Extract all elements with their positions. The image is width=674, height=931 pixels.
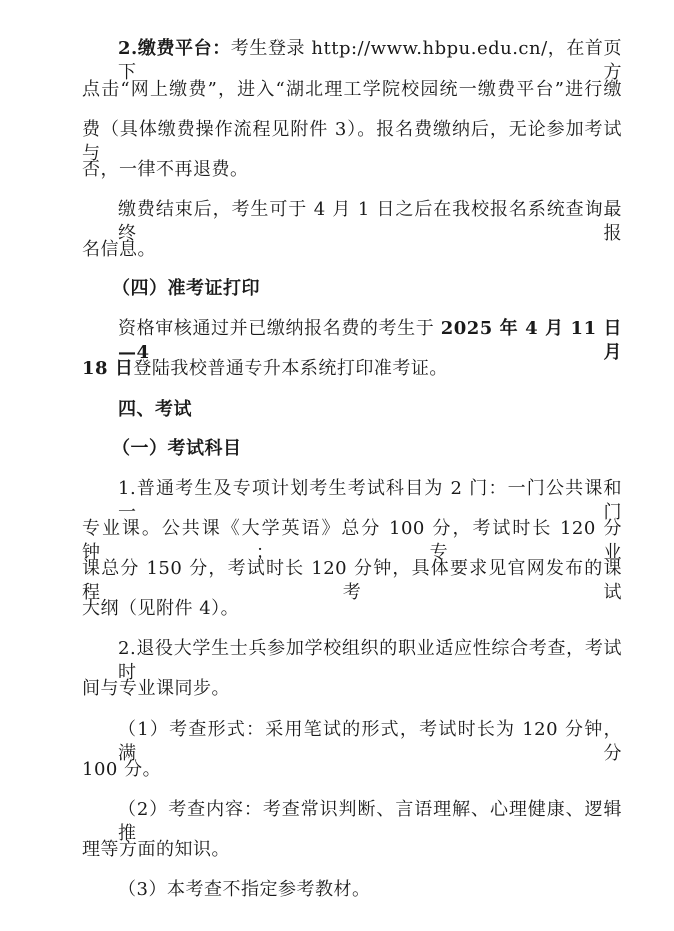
paragraph-subjects-line-3: 课总分 150 分，考试时长 120 分钟，具体要求见官网发布的课程考试 — [82, 558, 622, 603]
paragraph-subjects-line-4: 大纲（见附件 4）。 — [82, 598, 240, 619]
paragraph-payment-platform-line-3: 费（具体缴费操作流程见附件 3）。报名费缴纳后，无论参加考试与 — [82, 119, 622, 164]
payment-platform-label: 2.缴费平台： — [118, 38, 231, 59]
paragraph-exam-form-line-1: （1）考查形式：采用笔试的形式，考试时长为 120 分钟，满分 — [118, 719, 622, 764]
paragraph-payment-platform-line-2: 点击“网上缴费”，进入“湖北理工学院校园统一缴费平台”进行缴 — [82, 79, 622, 100]
paragraph-ticket-print-line-2 — [82, 357, 622, 381]
paragraph-payment-platform-line-4: 否，一律不再退费。 — [82, 159, 249, 180]
paragraph-exam-content-line-2: 理等方面的知识。 — [82, 839, 230, 860]
ticket-print-date-range: 2025 年 4 月 11 日—4 月 — [118, 318, 622, 363]
paragraph-no-textbook: （3）本考查不指定参考教材。 — [118, 879, 371, 900]
ticket-print-end-date: 18 日 — [82, 358, 134, 379]
heading-admission-ticket: （四）准考证打印 — [112, 278, 260, 299]
paragraph-query-info-line-2: 名信息。 — [82, 239, 156, 260]
paragraph-subjects-line-2: 专业课。公共课《大学英语》总分 100 分，考试时长 120 分钟；专业 — [82, 518, 622, 563]
paragraph-exam-content-line-1: （2）考查内容：考查常识判断、言语理解、心理健康、逻辑推 — [118, 799, 622, 844]
ticket-print-text: 资格审核通过并已缴纳报名费的考生于 — [118, 318, 441, 339]
paragraph-veterans-line-1: 2.退役大学生士兵参加学校组织的职业适应性综合考查，考试时 — [118, 638, 622, 683]
paragraph-exam-form-line-2: 100 分。 — [82, 759, 162, 780]
paragraph-subjects-line-1: 1.普通考生及专项计划考生考试科目为 2 门：一门公共课和一门 — [118, 478, 622, 523]
section-title-exam: 四、考试 — [118, 399, 192, 420]
paragraph-query-info-line-1: 缴费结束后，考生可于 4 月 1 日之后在我校报名系统查询最终报 — [118, 199, 622, 244]
ticket-print-text-2: 登陆我校普通专升本系统打印准考证。 — [133, 358, 448, 379]
heading-exam-subjects: （一）考试科目 — [112, 438, 242, 459]
payment-platform-text: 考生登录 http://www.hbpu.edu.cn/，在首页下方 — [118, 38, 622, 83]
paragraph-veterans-line-2: 间与专业课同步。 — [82, 678, 230, 699]
